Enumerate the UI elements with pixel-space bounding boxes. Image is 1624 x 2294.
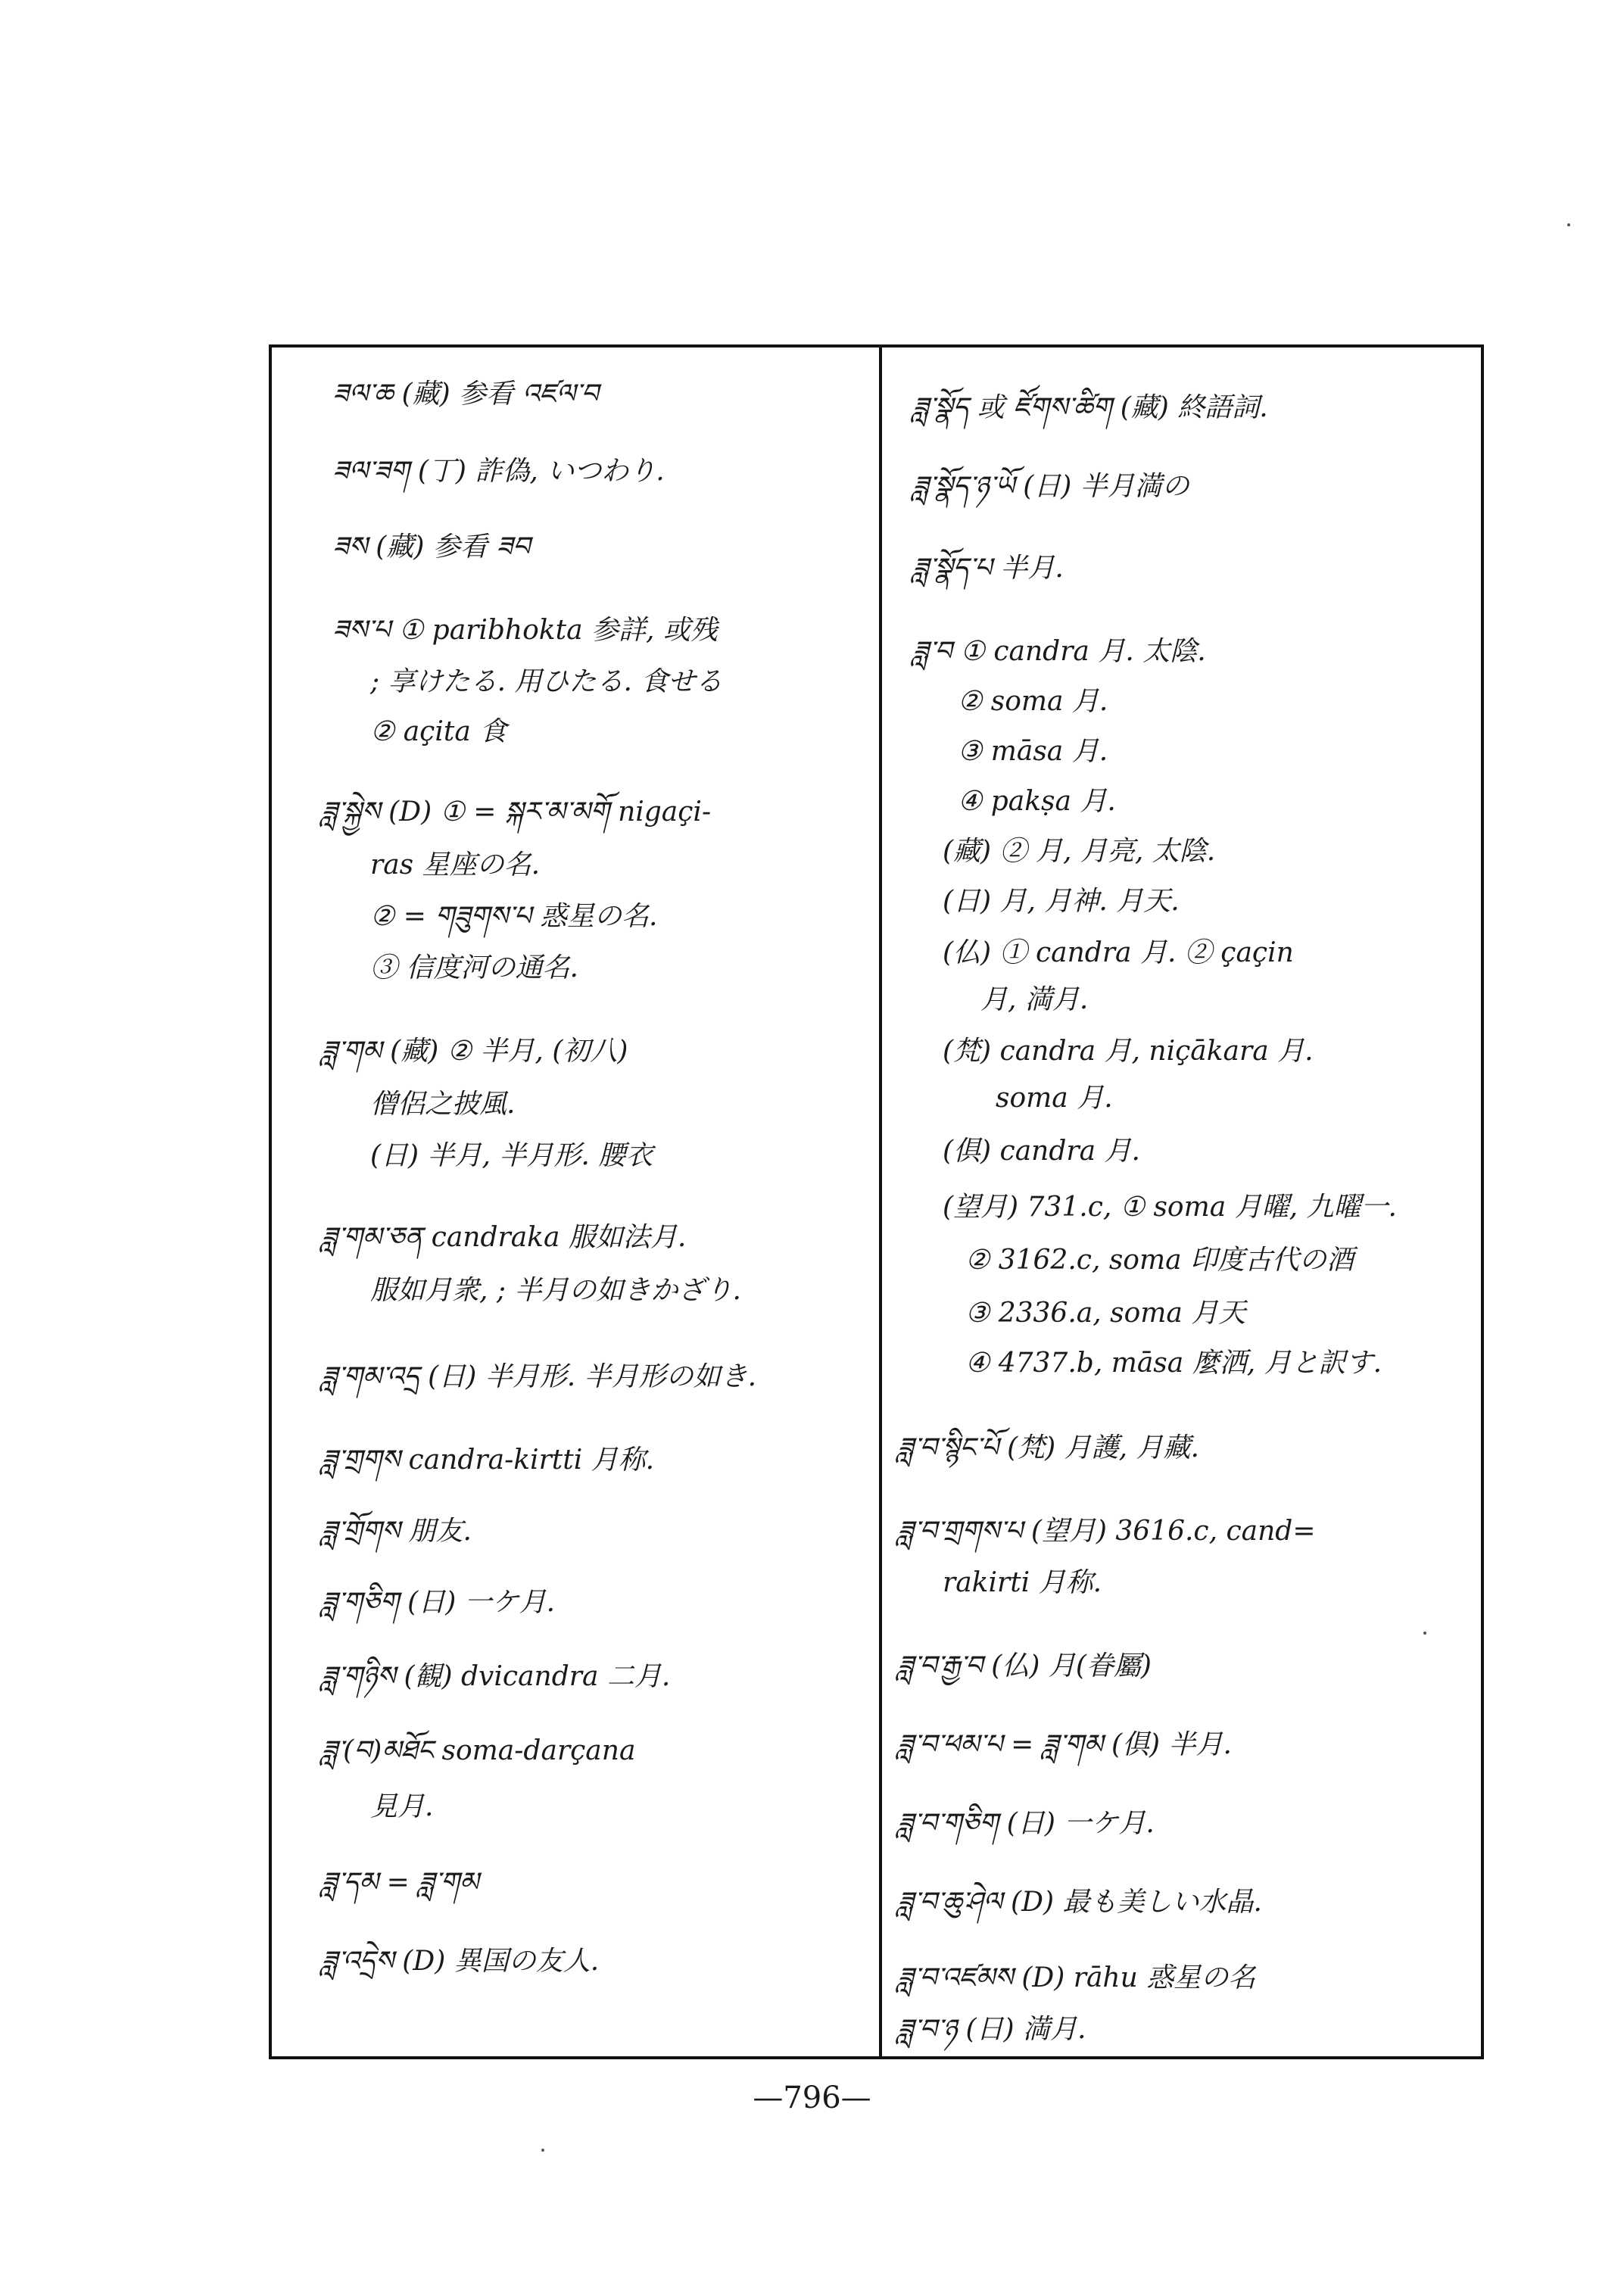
entry-line: ras 星座の名. <box>370 849 541 881</box>
entry-line: ཟླ་བ་སྙིང་པོ (梵) 月護, 月藏. <box>897 1432 1199 1463</box>
entry-line: ཟླ་གམ (藏) ② 半月, (初八) <box>321 1036 628 1067</box>
entry-line: ཟླ་བ་རྒྱ་བ (仏) 月(眷屬) <box>897 1650 1152 1682</box>
entry-line: ③ 信度河の通名. <box>370 952 578 983</box>
entry-line: 服如月衆, ; 半月の如きかざり. <box>370 1275 741 1306</box>
scan-speck <box>541 2149 544 2152</box>
entry-line: ② 3162.c, soma 印度古代の酒 <box>965 1245 1354 1276</box>
entry-line: (仏) ① candra 月. ② çaçin <box>943 937 1294 968</box>
scan-speck <box>1423 1632 1426 1635</box>
entry-line: ཟླ་བ་ཉ (日) 満月. <box>897 2014 1086 2045</box>
entry-line: ② soma 月. <box>958 686 1108 717</box>
entry-line: ཟླ་བ་ཕམ་པ = ཟླ་གམ (俱) 半月. <box>897 1729 1232 1760</box>
entry-line: ཟླ་གམ་འདྲ (日) 半月形. 半月形の如き. <box>321 1361 757 1392</box>
entry-line: ④ pakṣa 月. <box>958 786 1116 817</box>
entry-line: ཟླ་བ ① candra 月. 太陰. <box>912 636 1206 667</box>
entry-line: ཟལ་ཟག (丁) 詐偽, いつわり. <box>332 456 665 487</box>
entry-line: ③ māsa 月. <box>958 736 1108 767</box>
entry-line: (俱) candra 月. <box>943 1136 1140 1167</box>
entry-line: (日) 月, 月神. 月天. <box>943 886 1180 917</box>
entry-line: ཟླ་བ་གཅིག (日) 一ケ月. <box>897 1808 1155 1839</box>
entry-line: ཟླ་གྲགས candra-kirtti 月称. <box>321 1445 655 1476</box>
entry-line: ཟླ་གཉིས (観) dvicandra 二月. <box>321 1661 671 1692</box>
entry-line: ཟས (藏) 参看 ཟབ <box>332 531 530 563</box>
entry-line: ; 享けたる. 用ひたる. 食せる <box>370 666 723 697</box>
page-number: —796— <box>753 2080 871 2115</box>
entry-line: 僧侶之披風. <box>370 1089 516 1120</box>
entry-line: rakirti 月称. <box>943 1567 1102 1598</box>
entry-line: ཟླ་གཅིག (日) 一ケ月. <box>321 1587 556 1618</box>
entry-line: soma 月. <box>996 1083 1113 1114</box>
entry-line: (梵) candra 月, niçākara 月. <box>943 1036 1314 1067</box>
entry-line: ཟླ་སྣོད་ཉ་ཡོ (日) 半月満の <box>912 471 1189 502</box>
entry-line: ཟལ་ཆ (藏) 参看 འཛལ་བ <box>332 379 599 410</box>
scan-speck <box>1567 223 1570 226</box>
entry-line: ཟླ་གྲོགས 朋友. <box>321 1516 472 1547</box>
entry-line: ཟླ་བ་འཛམས (D) rāhu 惑星の名 <box>897 1962 1256 1993</box>
entry-line: (望月) 731.c, ① soma 月曜, 九曜一. <box>943 1192 1397 1223</box>
entry-line: ཟླ་(བ)མཐོང soma-darçana <box>321 1735 636 1766</box>
entry-line: ཟླ་འདྲེས (D) 異国の友人. <box>321 1946 600 1977</box>
entry-line: ④ 4737.b, māsa 麼洒, 月と訳す. <box>965 1348 1382 1379</box>
entry-line: ② = གཟུགས་པ 惑星の名. <box>370 901 658 932</box>
entry-line: ཟླ་སྐྱེས (D) ① = སྐར་མ་མགོ nigaçi- <box>321 796 712 828</box>
dictionary-frame <box>269 344 1484 2059</box>
entry-line: ཟླ་གམ་ཅན candraka 服如法月. <box>321 1222 687 1253</box>
entry-line: 見月. <box>370 1791 434 1822</box>
entry-line: ཟླ་སྣོད་པ 半月. <box>912 553 1064 584</box>
entry-line: ཟླ་དམ = ཟླ་གམ <box>321 1867 479 1898</box>
entry-line: ཟས་པ ① paribhokta 参詳, 或残 <box>332 615 718 646</box>
entry-line: ཟླ་བ་ཆུ་ཤེལ (D) 最も美しい水晶. <box>897 1887 1262 1918</box>
entry-line: ཟླ་སྣོད 或 ཛོགས་ཚིག (藏) 終語詞. <box>912 392 1268 423</box>
entry-line: (日) 半月, 半月形. 腰衣 <box>370 1140 653 1171</box>
entry-line: 月, 満月. <box>980 984 1089 1015</box>
entry-line: ② açita 食 <box>370 716 507 747</box>
column-divider <box>879 348 882 2056</box>
entry-line: ཟླ་བ་གྲགས་པ (望月) 3616.c, cand= <box>897 1516 1316 1547</box>
entry-line: (藏) ② 月, 月亮, 太陰. <box>943 836 1216 867</box>
entry-line: ③ 2336.a, soma 月天 <box>965 1298 1246 1329</box>
